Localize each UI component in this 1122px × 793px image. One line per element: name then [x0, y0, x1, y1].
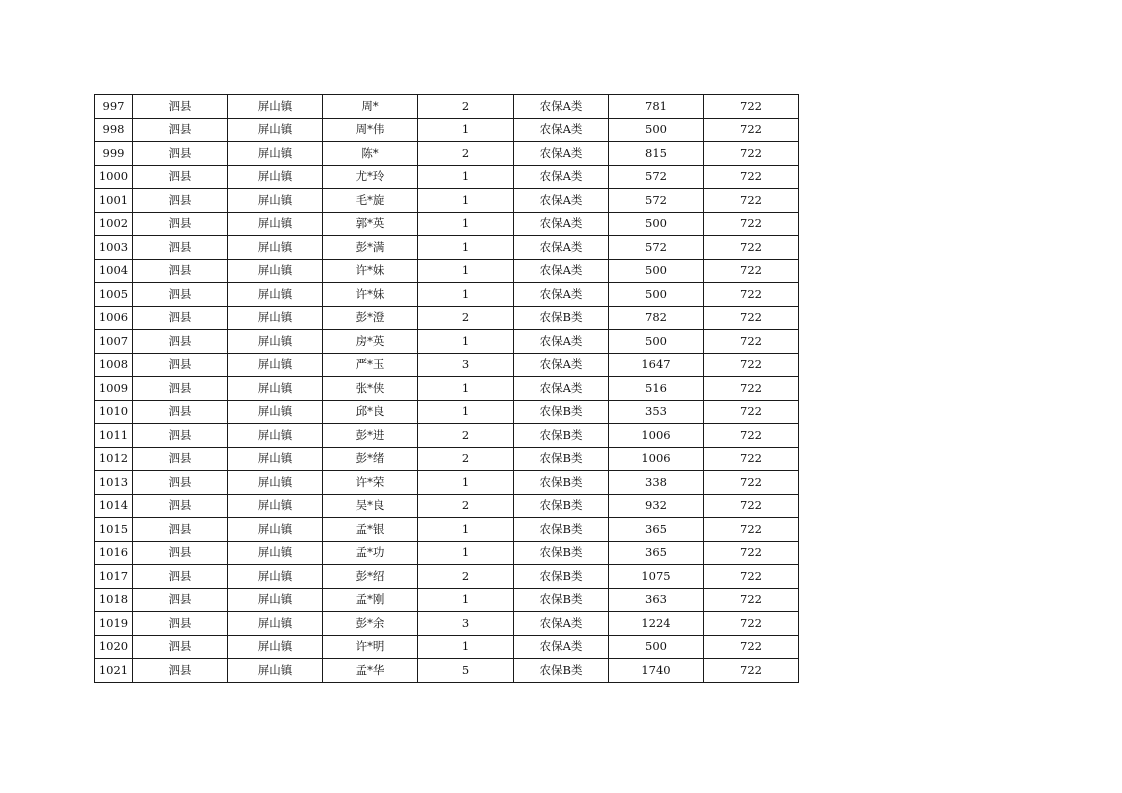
household-count-cell: 2 [418, 565, 514, 589]
category-cell: 农保A类 [514, 283, 609, 307]
row-number-cell: 1013 [95, 471, 133, 495]
table-row [95, 353, 799, 377]
household-count-cell: 1 [418, 189, 514, 213]
standard-cell: 722 [704, 635, 799, 659]
data-table [94, 94, 799, 683]
household-count-cell: 1 [418, 259, 514, 283]
row-number-cell: 1016 [95, 541, 133, 565]
county-cell: 泗县 [133, 541, 228, 565]
amount-cell: 500 [609, 635, 704, 659]
county-cell: 泗县 [133, 447, 228, 471]
row-number-cell: 1011 [95, 424, 133, 448]
standard-cell: 722 [704, 259, 799, 283]
name-cell: 彭*绍 [323, 565, 418, 589]
town-cell: 屏山镇 [228, 142, 323, 166]
table-row [95, 118, 799, 142]
table-row [95, 635, 799, 659]
standard-cell: 722 [704, 95, 799, 119]
row-number-cell: 1008 [95, 353, 133, 377]
name-cell: 彭*进 [323, 424, 418, 448]
row-number-cell: 999 [95, 142, 133, 166]
town-cell: 屏山镇 [228, 400, 323, 424]
table-row [95, 400, 799, 424]
category-cell: 农保A类 [514, 118, 609, 142]
category-cell: 农保B类 [514, 306, 609, 330]
amount-cell: 500 [609, 330, 704, 354]
category-cell: 农保A类 [514, 330, 609, 354]
name-cell: 孟*华 [323, 659, 418, 683]
category-cell: 农保A类 [514, 165, 609, 189]
name-cell: 吴*良 [323, 494, 418, 518]
table-row [95, 447, 799, 471]
county-cell: 泗县 [133, 118, 228, 142]
household-count-cell: 1 [418, 330, 514, 354]
table-row [95, 330, 799, 354]
amount-cell: 1006 [609, 424, 704, 448]
row-number-cell: 1018 [95, 588, 133, 612]
table-row [95, 424, 799, 448]
county-cell: 泗县 [133, 165, 228, 189]
table-row [95, 377, 799, 401]
household-count-cell: 1 [418, 588, 514, 612]
standard-cell: 722 [704, 142, 799, 166]
category-cell: 农保A类 [514, 612, 609, 636]
county-cell: 泗县 [133, 236, 228, 260]
table-row [95, 471, 799, 495]
row-number-cell: 1007 [95, 330, 133, 354]
name-cell: 张*侠 [323, 377, 418, 401]
amount-cell: 1740 [609, 659, 704, 683]
amount-cell: 365 [609, 518, 704, 542]
name-cell: 孟*银 [323, 518, 418, 542]
category-cell: 农保B类 [514, 447, 609, 471]
name-cell: 尤*玲 [323, 165, 418, 189]
standard-cell: 722 [704, 447, 799, 471]
county-cell: 泗县 [133, 95, 228, 119]
standard-cell: 722 [704, 377, 799, 401]
table-row [95, 283, 799, 307]
town-cell: 屏山镇 [228, 565, 323, 589]
amount-cell: 572 [609, 165, 704, 189]
standard-cell: 722 [704, 353, 799, 377]
table-row [95, 494, 799, 518]
table-row [95, 95, 799, 119]
amount-cell: 353 [609, 400, 704, 424]
category-cell: 农保A类 [514, 377, 609, 401]
amount-cell: 1075 [609, 565, 704, 589]
county-cell: 泗县 [133, 659, 228, 683]
amount-cell: 365 [609, 541, 704, 565]
county-cell: 泗县 [133, 424, 228, 448]
table-row [95, 659, 799, 683]
town-cell: 屏山镇 [228, 283, 323, 307]
row-number-cell: 1014 [95, 494, 133, 518]
category-cell: 农保B类 [514, 565, 609, 589]
household-count-cell: 2 [418, 447, 514, 471]
table-row [95, 612, 799, 636]
standard-cell: 722 [704, 518, 799, 542]
amount-cell: 1224 [609, 612, 704, 636]
table-row [95, 189, 799, 213]
row-number-cell: 997 [95, 95, 133, 119]
row-number-cell: 1001 [95, 189, 133, 213]
category-cell: 农保B类 [514, 400, 609, 424]
row-number-cell: 1012 [95, 447, 133, 471]
name-cell: 毛*旋 [323, 189, 418, 213]
town-cell: 屏山镇 [228, 424, 323, 448]
name-cell: 严*玉 [323, 353, 418, 377]
row-number-cell: 1000 [95, 165, 133, 189]
amount-cell: 932 [609, 494, 704, 518]
name-cell: 房*英 [323, 330, 418, 354]
household-count-cell: 1 [418, 236, 514, 260]
name-cell: 许*荣 [323, 471, 418, 495]
town-cell: 屏山镇 [228, 541, 323, 565]
town-cell: 屏山镇 [228, 330, 323, 354]
category-cell: 农保B类 [514, 541, 609, 565]
county-cell: 泗县 [133, 588, 228, 612]
county-cell: 泗县 [133, 518, 228, 542]
town-cell: 屏山镇 [228, 447, 323, 471]
town-cell: 屏山镇 [228, 588, 323, 612]
category-cell: 农保A类 [514, 189, 609, 213]
county-cell: 泗县 [133, 377, 228, 401]
name-cell: 许*明 [323, 635, 418, 659]
household-count-cell: 1 [418, 283, 514, 307]
county-cell: 泗县 [133, 306, 228, 330]
name-cell: 周* [323, 95, 418, 119]
town-cell: 屏山镇 [228, 612, 323, 636]
amount-cell: 1647 [609, 353, 704, 377]
table-body [95, 95, 799, 683]
standard-cell: 722 [704, 541, 799, 565]
county-cell: 泗县 [133, 471, 228, 495]
standard-cell: 722 [704, 400, 799, 424]
standard-cell: 722 [704, 471, 799, 495]
row-number-cell: 1006 [95, 306, 133, 330]
town-cell: 屏山镇 [228, 165, 323, 189]
amount-cell: 572 [609, 189, 704, 213]
category-cell: 农保A类 [514, 95, 609, 119]
standard-cell: 722 [704, 588, 799, 612]
category-cell: 农保A类 [514, 142, 609, 166]
town-cell: 屏山镇 [228, 95, 323, 119]
household-count-cell: 3 [418, 353, 514, 377]
name-cell: 孟*功 [323, 541, 418, 565]
row-number-cell: 1017 [95, 565, 133, 589]
row-number-cell: 1009 [95, 377, 133, 401]
standard-cell: 722 [704, 424, 799, 448]
amount-cell: 338 [609, 471, 704, 495]
category-cell: 农保B类 [514, 659, 609, 683]
table-row [95, 541, 799, 565]
name-cell: 郭*英 [323, 212, 418, 236]
row-number-cell: 1021 [95, 659, 133, 683]
amount-cell: 781 [609, 95, 704, 119]
row-number-cell: 1005 [95, 283, 133, 307]
table-row [95, 236, 799, 260]
amount-cell: 815 [609, 142, 704, 166]
category-cell: 农保B类 [514, 494, 609, 518]
standard-cell: 722 [704, 236, 799, 260]
household-count-cell: 2 [418, 494, 514, 518]
row-number-cell: 1010 [95, 400, 133, 424]
town-cell: 屏山镇 [228, 189, 323, 213]
county-cell: 泗县 [133, 330, 228, 354]
town-cell: 屏山镇 [228, 353, 323, 377]
town-cell: 屏山镇 [228, 118, 323, 142]
county-cell: 泗县 [133, 635, 228, 659]
standard-cell: 722 [704, 306, 799, 330]
row-number-cell: 998 [95, 118, 133, 142]
county-cell: 泗县 [133, 259, 228, 283]
town-cell: 屏山镇 [228, 659, 323, 683]
household-count-cell: 2 [418, 95, 514, 119]
town-cell: 屏山镇 [228, 212, 323, 236]
standard-cell: 722 [704, 612, 799, 636]
county-cell: 泗县 [133, 189, 228, 213]
household-count-cell: 1 [418, 518, 514, 542]
name-cell: 彭*余 [323, 612, 418, 636]
household-count-cell: 1 [418, 635, 514, 659]
row-number-cell: 1019 [95, 612, 133, 636]
amount-cell: 363 [609, 588, 704, 612]
row-number-cell: 1003 [95, 236, 133, 260]
town-cell: 屏山镇 [228, 518, 323, 542]
county-cell: 泗县 [133, 612, 228, 636]
county-cell: 泗县 [133, 142, 228, 166]
county-cell: 泗县 [133, 565, 228, 589]
town-cell: 屏山镇 [228, 635, 323, 659]
county-cell: 泗县 [133, 353, 228, 377]
household-count-cell: 5 [418, 659, 514, 683]
household-count-cell: 1 [418, 377, 514, 401]
amount-cell: 500 [609, 259, 704, 283]
name-cell: 彭*满 [323, 236, 418, 260]
table-row [95, 588, 799, 612]
row-number-cell: 1002 [95, 212, 133, 236]
household-count-cell: 3 [418, 612, 514, 636]
town-cell: 屏山镇 [228, 471, 323, 495]
name-cell: 许*妹 [323, 259, 418, 283]
household-count-cell: 2 [418, 306, 514, 330]
category-cell: 农保A类 [514, 212, 609, 236]
amount-cell: 782 [609, 306, 704, 330]
row-number-cell: 1020 [95, 635, 133, 659]
table-row [95, 165, 799, 189]
standard-cell: 722 [704, 189, 799, 213]
category-cell: 农保A类 [514, 259, 609, 283]
county-cell: 泗县 [133, 212, 228, 236]
town-cell: 屏山镇 [228, 377, 323, 401]
name-cell: 孟*刚 [323, 588, 418, 612]
name-cell: 彭*绪 [323, 447, 418, 471]
amount-cell: 572 [609, 236, 704, 260]
amount-cell: 500 [609, 118, 704, 142]
table-row [95, 565, 799, 589]
standard-cell: 722 [704, 118, 799, 142]
household-count-cell: 1 [418, 400, 514, 424]
standard-cell: 722 [704, 283, 799, 307]
category-cell: 农保A类 [514, 236, 609, 260]
row-number-cell: 1015 [95, 518, 133, 542]
table-row [95, 306, 799, 330]
county-cell: 泗县 [133, 400, 228, 424]
household-count-cell: 1 [418, 165, 514, 189]
standard-cell: 722 [704, 659, 799, 683]
household-count-cell: 1 [418, 471, 514, 495]
category-cell: 农保B类 [514, 518, 609, 542]
table-row [95, 518, 799, 542]
county-cell: 泗县 [133, 283, 228, 307]
standard-cell: 722 [704, 494, 799, 518]
name-cell: 周*伟 [323, 118, 418, 142]
household-count-cell: 2 [418, 424, 514, 448]
town-cell: 屏山镇 [228, 494, 323, 518]
household-count-cell: 1 [418, 541, 514, 565]
category-cell: 农保A类 [514, 635, 609, 659]
town-cell: 屏山镇 [228, 259, 323, 283]
amount-cell: 1006 [609, 447, 704, 471]
table-row [95, 259, 799, 283]
standard-cell: 722 [704, 212, 799, 236]
name-cell: 彭*澄 [323, 306, 418, 330]
name-cell: 许*妹 [323, 283, 418, 307]
county-cell: 泗县 [133, 494, 228, 518]
amount-cell: 500 [609, 283, 704, 307]
standard-cell: 722 [704, 165, 799, 189]
standard-cell: 722 [704, 330, 799, 354]
amount-cell: 500 [609, 212, 704, 236]
category-cell: 农保B类 [514, 471, 609, 495]
category-cell: 农保B类 [514, 424, 609, 448]
household-count-cell: 1 [418, 212, 514, 236]
standard-cell: 722 [704, 565, 799, 589]
table-row [95, 142, 799, 166]
town-cell: 屏山镇 [228, 306, 323, 330]
town-cell: 屏山镇 [228, 236, 323, 260]
name-cell: 邱*良 [323, 400, 418, 424]
household-count-cell: 1 [418, 118, 514, 142]
name-cell: 陈* [323, 142, 418, 166]
category-cell: 农保A类 [514, 353, 609, 377]
amount-cell: 516 [609, 377, 704, 401]
row-number-cell: 1004 [95, 259, 133, 283]
table-row [95, 212, 799, 236]
category-cell: 农保B类 [514, 588, 609, 612]
household-count-cell: 2 [418, 142, 514, 166]
